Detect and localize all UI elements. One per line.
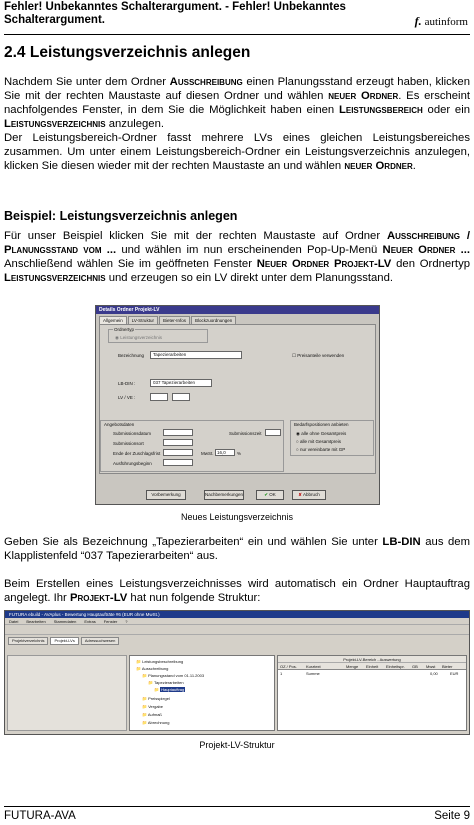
tree-item[interactable]: 📁 Vergabe [142, 704, 163, 709]
menu-extras[interactable]: Extras [84, 619, 96, 624]
dialog-screenshot [95, 305, 380, 505]
submissionszeit-label: Submissionszeit [229, 431, 262, 436]
tree-item[interactable]: 📁 Preisspiegel [142, 696, 170, 701]
project-list-pane [7, 655, 127, 731]
submissionszeit-input[interactable] [265, 429, 281, 436]
menu-help[interactable]: ? [125, 619, 128, 624]
check-icon: ✔ [264, 492, 268, 497]
nachbemerkungen-button[interactable]: Nachbemerkungen [204, 490, 244, 500]
mwst-label: MwSt. [201, 451, 214, 456]
bedarfspositionen-group [290, 420, 374, 456]
lbdin-select[interactable]: 037 Tapezierarbeiten [150, 379, 212, 387]
percent-label: % [237, 451, 242, 456]
angebot-label: Angebotsdaten [104, 422, 135, 427]
vorbemerkung-button[interactable]: Vorbemerkung [146, 490, 186, 500]
tab-blockzuordnungen[interactable]: Blockzuordnungen [191, 316, 236, 324]
caption-structure: Projekt-LV-Struktur [199, 740, 275, 750]
caption-dialog: Neues Leistungsverzeichnis [180, 512, 294, 522]
app-toolbar [5, 625, 469, 635]
menu-datei[interactable]: Datei [9, 619, 19, 624]
tab-lv-struktur[interactable]: LV-Struktur [128, 316, 158, 324]
lvve-label: LV / VE : [118, 395, 136, 400]
menu-fenster[interactable]: Fenster [103, 619, 118, 624]
tree-item[interactable]: 📁 Leistungsbeschreibung [136, 659, 184, 664]
option-mit-gp[interactable]: ○ alle mit Gesamtpreis [296, 439, 341, 444]
paragraph-leistungsbereich: Der Leistungsbereich-Ordner fasst mehrere LVs eines gleichen Leistungsbereiches zusammen. Um unter einem Leistungsbereich-Ordner ein Leistungsverzeichnis anzulegen, klicken Sie diesen wieder mit der rechten Maustaste an und wählen neuer Ordner. [4, 132, 470, 172]
ordnertyp-radio[interactable]: ◉ Leistungsverzeichnis [115, 335, 162, 340]
dialog-tabs [96, 314, 379, 324]
abbruch-button[interactable]: ✘ Abbruch [292, 490, 326, 500]
app-screenshot [4, 610, 470, 735]
lbdin-label: LB-DIN : [118, 381, 136, 386]
submissionsort-input[interactable] [163, 439, 193, 446]
bezeichnung-label: Bezeichnung [118, 353, 145, 358]
dialog-body [99, 324, 376, 474]
app-menubar [5, 618, 469, 625]
ordnertyp-label: Ordnertyp [114, 327, 135, 332]
tree-item[interactable]: 📁 Planungsstand vom 01.11.2003 [142, 673, 205, 678]
folder-tree [129, 655, 275, 731]
ve-input[interactable] [172, 393, 190, 401]
app-tabs [5, 637, 469, 645]
tree-item[interactable]: 📁 Ausschreibung [136, 666, 169, 671]
submissionsdatum-label: Submissionsdatum [113, 431, 152, 436]
app-title: FUTURA ebuild - AVAplus - Bewertung Hauptaufträte #6 (EUR ohne MwSt.) [5, 611, 469, 618]
bezeichnung-input[interactable]: Tapezierarbeiten [150, 351, 242, 359]
section-title: 2.4 Leistungsverzeichnis anlegen [4, 44, 251, 61]
autinform-logo [415, 14, 468, 29]
grid-title: Projekt-LV-Bereich - Auswertung [278, 656, 466, 663]
grid-header: OZ / Pos. Kurztext Menge Einheit Einheitspr. GB Mwst Bieter [278, 663, 466, 670]
example-title: Beispiel: Leistungsverzeichnis anlegen [4, 209, 238, 223]
menu-bearbeiten[interactable]: Bearbeiten [26, 619, 46, 624]
bedarf-label: Bedarfspositionen anbieten [294, 422, 349, 427]
submissionsort-label: Submissionsort [113, 441, 144, 446]
tab-bieter-infos[interactable]: Bieter-Infos [159, 316, 190, 324]
paragraph-bezeichnung: Geben Sie als Bezeichnung „Tapezierarbeiten“ ein und wählen Sie unter LB-DIN aus dem Klapplistenfeld “037 Tapezierarbeiten“ aus. [4, 536, 471, 562]
preisanteile-checkbox[interactable]: ☐ Preisanteile verwenden [292, 353, 345, 358]
footer-left: FUTURA-AVA [4, 810, 76, 822]
zuschlagsfrist-input[interactable] [163, 449, 193, 456]
submissionsdatum-input[interactable] [163, 429, 193, 436]
cross-icon: ✘ [298, 492, 302, 497]
ausfuehrung-label: Ausführungsbeginn [113, 461, 152, 466]
tab-allgemein[interactable]: Allgemein [99, 316, 127, 324]
paragraph-intro: Nachdem Sie unter dem Ordner Ausschreibung einen Planungsstand erzeugt haben, klicken Sie mit der rechten Maustaste auf diesen Ordner und wählen neuer Ordner. Es erscheint nachfolgendes Fenster, in dem Sie die Möglichkeit haben einen Leistungsbereich oder ein Leistungsverzeichnis anzulegen. [4, 76, 470, 130]
tree-item[interactable]: 📁 Aufmaß [142, 712, 162, 717]
ok-button[interactable]: ✔ OK [256, 490, 284, 500]
menu-stammdaten[interactable]: Stammdaten [53, 619, 77, 624]
result-grid [277, 655, 467, 731]
lv-input[interactable] [150, 393, 168, 401]
tree-item[interactable]: 📁 Tapezierarbeiten [148, 680, 184, 685]
dialog-title: Details Ordner Projekt-LV [96, 306, 379, 314]
logo-text: autinform [424, 15, 468, 28]
header-text: Fehler! Unbekanntes Schalterargument. - Fehler! Unbekanntes Schalterargument. [4, 1, 346, 26]
table-row[interactable]: 1 Summe 0,00 EUR [280, 671, 459, 676]
tab-projektverzeichnis[interactable]: Projektverzeichnis [8, 637, 48, 645]
ordnertyp-group [108, 329, 208, 343]
option-ohne-gp[interactable]: ◉ alle ohne Gesamtpreis [296, 431, 347, 436]
tab-adressuchwesen[interactable]: Adressuchwesen [81, 637, 119, 645]
page-header [4, 1, 470, 35]
paragraph-example: Für unser Beispiel klicken Sie mit der rechten Maustaste auf Ordner Ausschreibung / Planungsstand vom ... und wählen im nun erscheinenden Pop-Up-Menü Neuer Ordner ... Anschließend wählen Sie im geöffneten Fenster Neuer Ordner Projekt-LV den Ordnertyp Leistungsverzeichnis und erzeugen so ein LV direkt unter dem Planungsstand. [4, 230, 471, 284]
option-vereinbart[interactable]: ○ nur vereinbarte mit GP [296, 447, 346, 452]
tree-item-selected[interactable]: 📁 Hauptauftrag [154, 687, 185, 692]
logo-mark: f. [414, 14, 422, 28]
tree-item[interactable]: 📁 Abrechnung [142, 720, 170, 725]
zuschlagsfrist-label: Ende der Zuschlagsfrist [113, 451, 161, 456]
page-footer [4, 806, 470, 822]
angebot-group [100, 420, 284, 472]
mwst-input[interactable]: 16,0 [215, 449, 235, 456]
page-number: Seite 9 [434, 810, 470, 822]
ausfuehrung-input[interactable] [163, 459, 193, 466]
tab-projekt-lvs[interactable]: Projekt-LVs [50, 637, 78, 645]
paragraph-hauptauftrag: Beim Erstellen eines Leistungsverzeichnisses wird automatisch ein Ordner Hauptauftrag angelegt. Ihr Projekt-LV hat nun folgende Struktur: [4, 578, 470, 604]
